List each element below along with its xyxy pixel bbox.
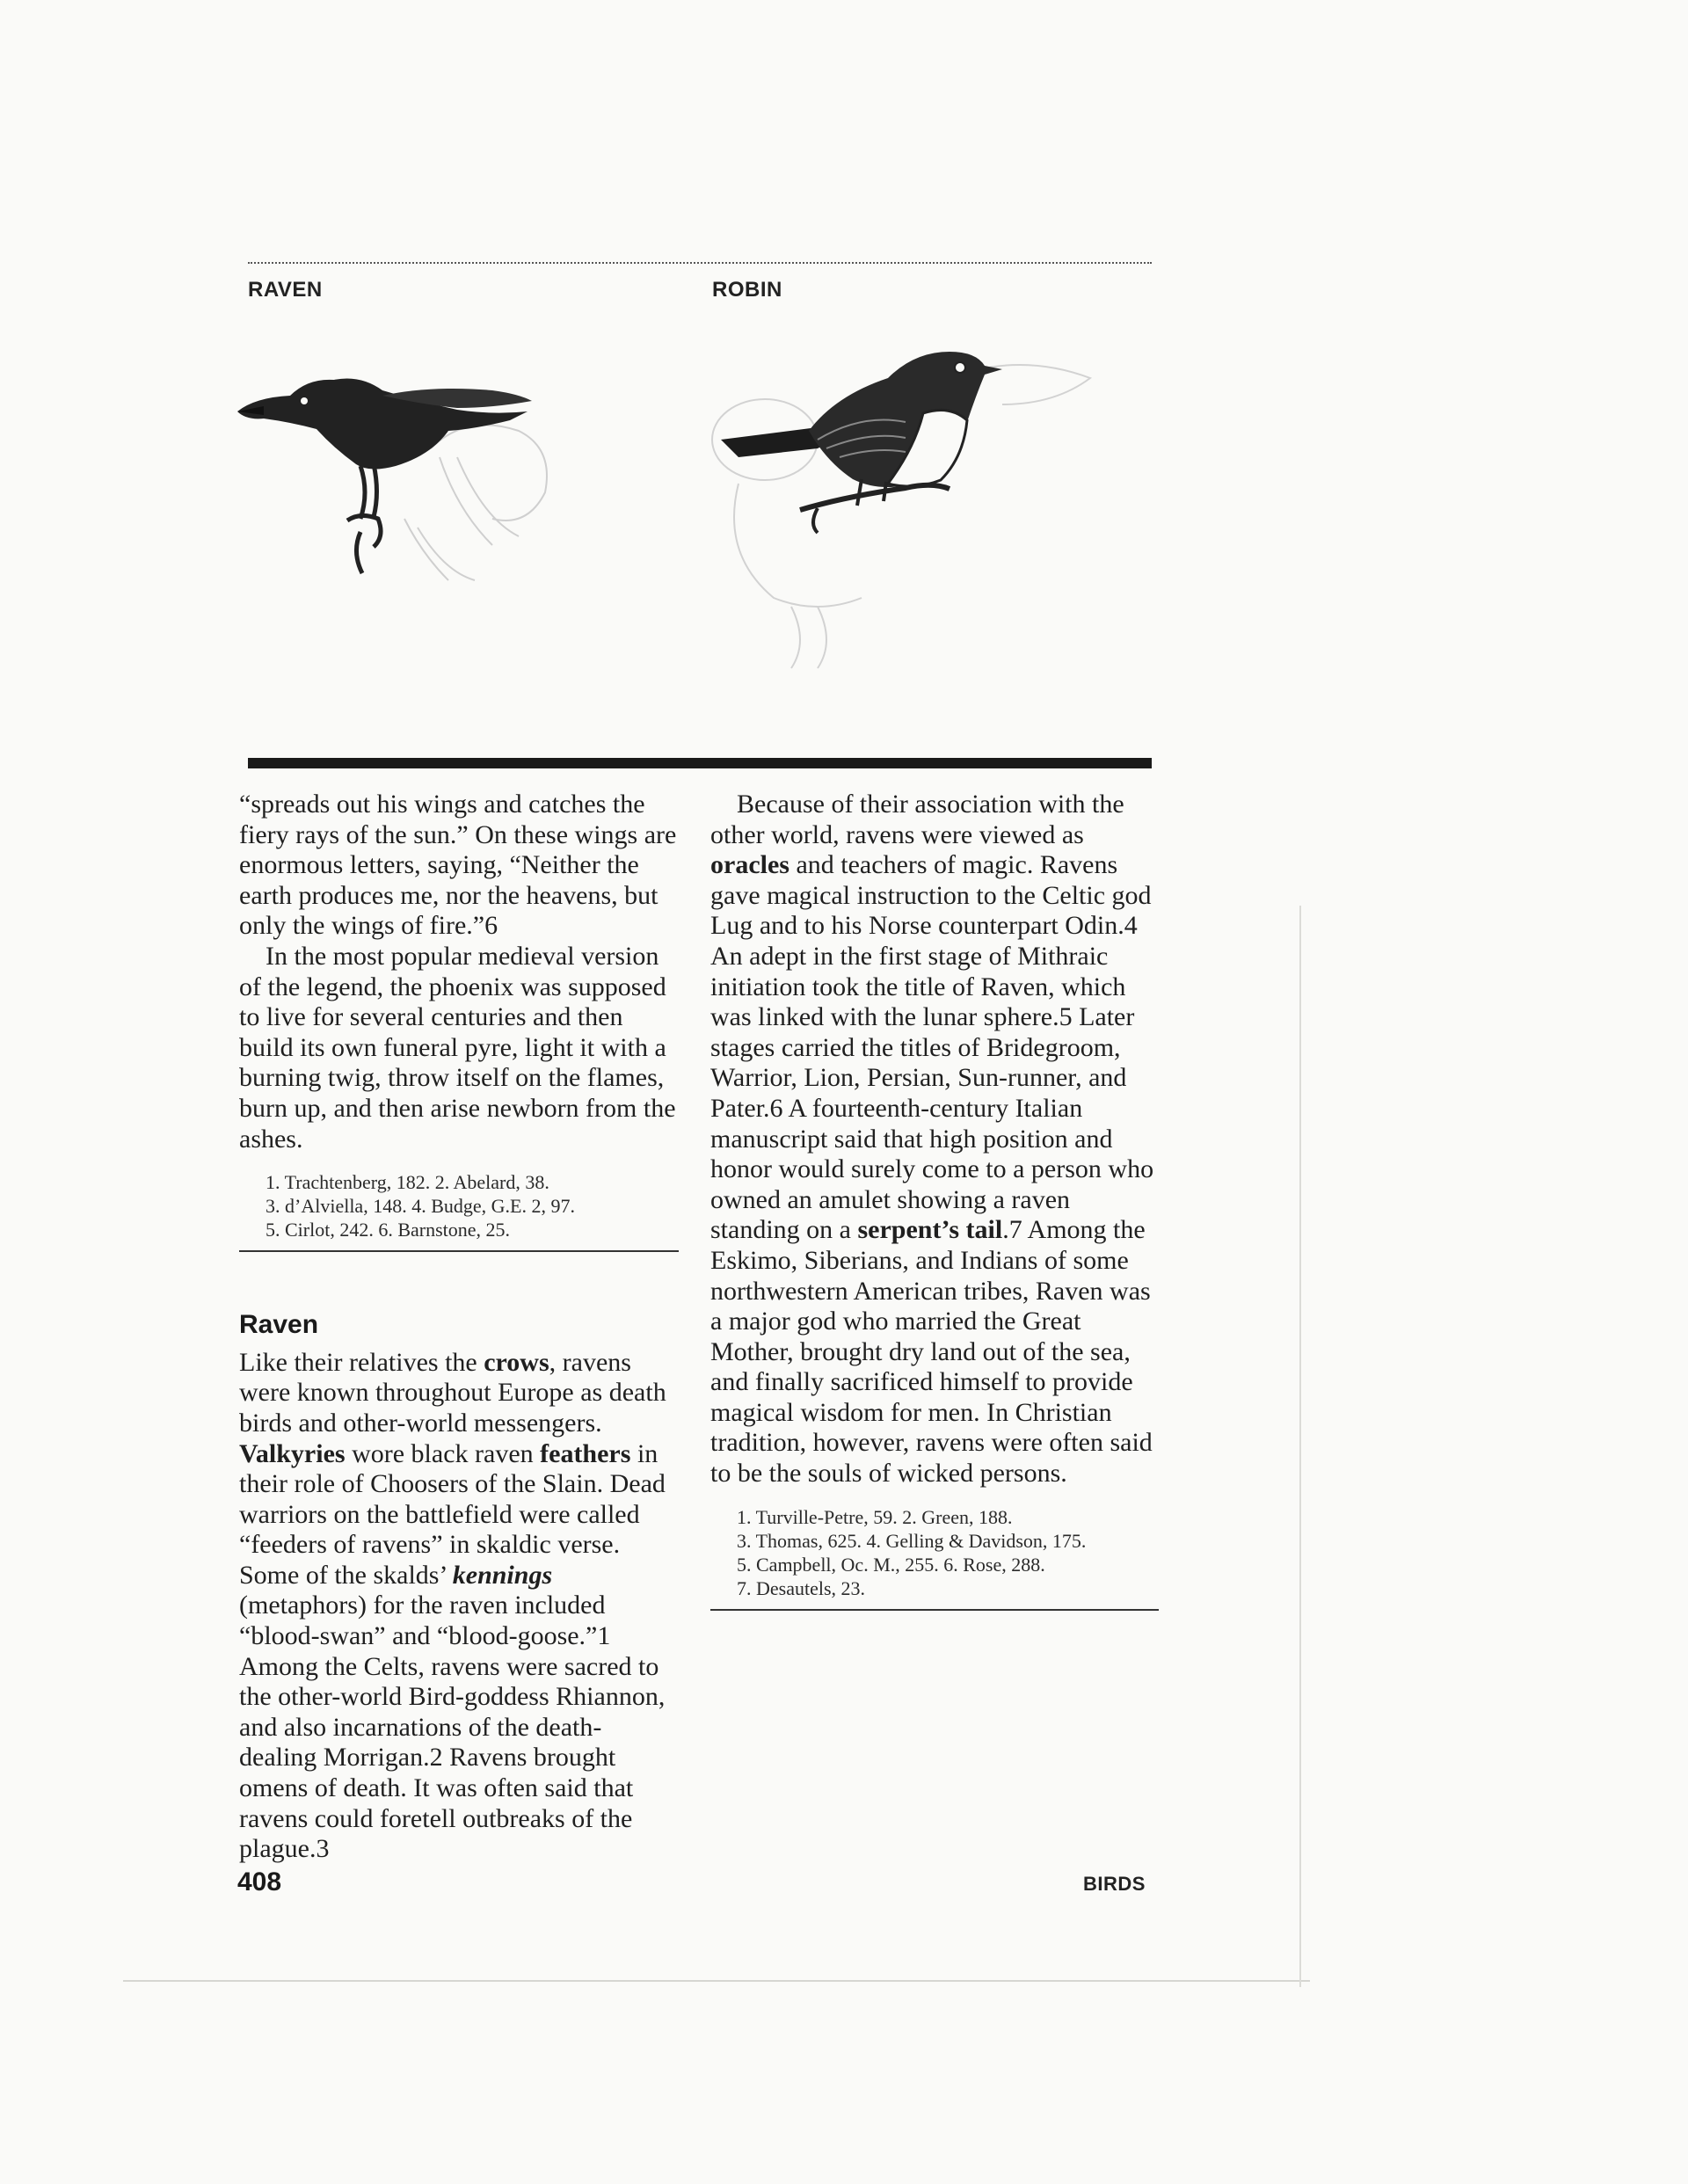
raven-text-span: (metaphors) for the raven included “blood-swan” and “blood-goose.”1 Among the Celts, ravens were sacred to the other-world Bird-goddess Rhiannon, and also incarnations of the death-dealing Morrigan.2 Ravens brought omens of death. It was often said that ravens could foretell outbreaks of the plague.3 [239, 1591, 666, 1864]
raven-text-span: Like their relatives the [239, 1347, 484, 1377]
robin-caption: ROBIN [712, 278, 782, 302]
raven-notes [710, 1505, 1159, 1611]
raven-caption: RAVEN [248, 278, 323, 302]
raven-text-span: Because of their association with the other world, ravens were viewed as [710, 790, 1124, 849]
notes-rule [710, 1609, 1159, 1611]
crows-keyword: crows [484, 1347, 549, 1377]
robin-illustration [686, 317, 1143, 695]
phoenix-quote-paragraph: “spreads out his wings and catches the fiery rays of the sun.” On these wings are enormous letters, saying, “Neither the earth produces me, nor the heavens, but only the wings of fire.”6 [239, 790, 677, 941]
section-rule [248, 758, 1152, 768]
phoenix-notes [239, 1170, 679, 1252]
raven-illustration [229, 317, 686, 695]
raven-text-span: in their role of Choosers of the Slain. Dead warriors on the battlefield were called “feeders of ravens” in skaldic verse. Some of the skalds’ [239, 1438, 666, 1590]
top-rule [248, 262, 1152, 264]
phoenix-legend-paragraph: In the most popular medieval version of the legend, the phoenix was supposed to live for several centuries and then build its own funeral pyre, light it with a burning twig, throw itself on the flames, burn up, and then arise newborn from the ashes. [239, 941, 676, 1154]
left-column [239, 790, 679, 1865]
raven-text-span: , ravens were known throughout Europe as death birds and other-world messengers. [239, 1347, 666, 1438]
paper-edge-right [1299, 906, 1301, 1987]
note-line: 7. Desautels, 23. [737, 1576, 866, 1599]
feathers-keyword: feathers [540, 1438, 631, 1468]
notes-rule [239, 1250, 679, 1252]
raven-entry-paragraph [239, 1348, 679, 1865]
note-line: 3. d’Alviella, 148. 4. Budge, G.E. 2, 97. [266, 1195, 575, 1218]
raven-oracle-paragraph [710, 790, 1159, 1489]
valkyries-keyword: Valkyries [239, 1438, 346, 1468]
note-line: 5. Campbell, Oc. M., 255. 6. Rose, 288. [737, 1553, 1045, 1576]
raven-text-span: .7 Among the Eskimo, Siberians, and Indians of some northwestern American tribes, Raven was a major god who married the Great Mother, brought dry land out of the sea, and finally sacrificed himself to provide magical wisdom for men. In Christian tradition, however, ravens were often said to be the souls of wicked persons. [710, 1215, 1153, 1489]
right-column [710, 790, 1159, 1611]
raven-text-span: and teachers of magic. Ravens gave magical instruction to the Celtic god Lug and to his Norse counterpart Odin.4 An adept in the first stage of Mithraic initiation took the title of Raven, which was linked with the lunar sphere.5 Later stages carried the titles of Bridegroom, Warrior, Lion, Persian, Sun-runner, and Pater.6 A fourteenth-century Italian manuscript said that high position and honor would surely come to a person who owned an amulet showing a raven standing on a [710, 850, 1154, 1245]
paper-edge-bottom [123, 1980, 1310, 1982]
note-line: 1. Trachtenberg, 182. 2. Abelard, 38. [266, 1171, 549, 1194]
page-number: 408 [237, 1867, 282, 1896]
raven-heading: Raven [239, 1310, 319, 1340]
kennings-term: kennings [452, 1560, 553, 1590]
note-line: 1. Turville-Petre, 59. 2. Green, 188. [737, 1505, 1013, 1528]
oracles-keyword: oracles [710, 850, 789, 880]
serpents-tail-keyword: serpent’s tail [857, 1215, 1003, 1245]
section-running-footer: BIRDS [1083, 1873, 1146, 1895]
raven-text-span: wore black raven [345, 1438, 541, 1468]
note-line: 3. Thomas, 625. 4. Gelling & Davidson, 175. [737, 1529, 1087, 1552]
note-line: 5. Cirlot, 242. 6. Barnstone, 25. [266, 1219, 511, 1241]
